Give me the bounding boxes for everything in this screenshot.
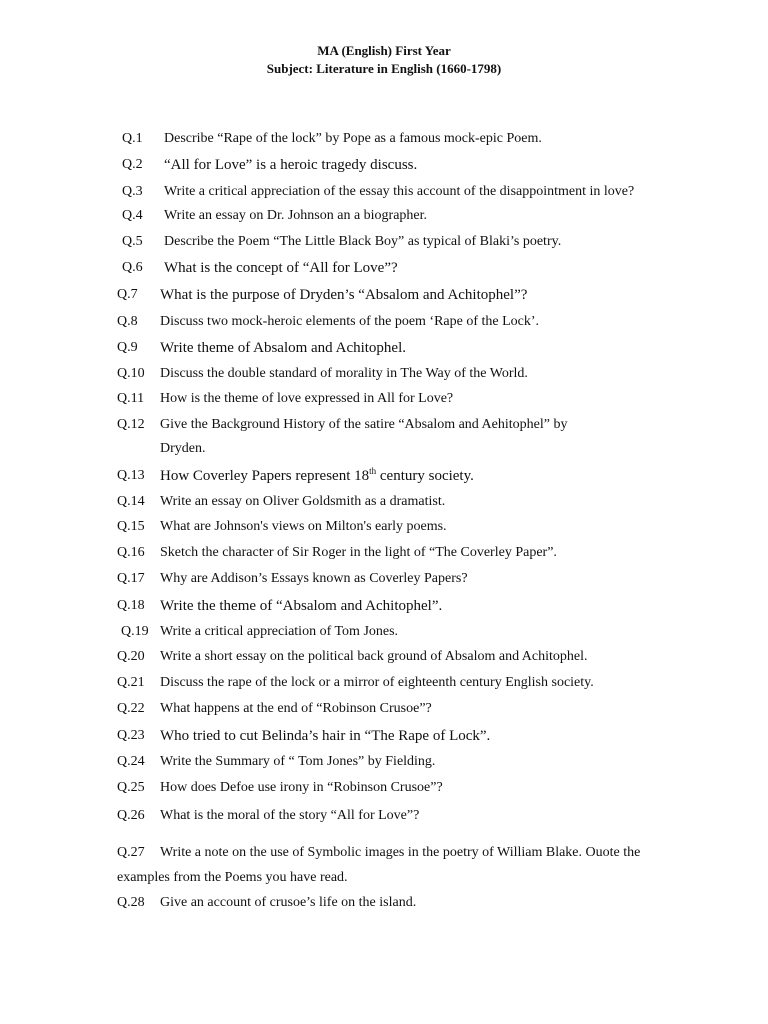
question-text: Describe “Rape of the lock” by Pope as a famous mock-epic Poem. bbox=[164, 131, 542, 146]
question-number: Q.12 bbox=[117, 417, 145, 432]
question-text-continuation: Dryden. bbox=[160, 441, 206, 456]
question-number: Q.5 bbox=[122, 234, 143, 249]
question-text: Write a short essay on the political back ground of Absalom and Achitophel. bbox=[160, 649, 588, 664]
question-number: Q.18 bbox=[117, 598, 145, 613]
document-subject: Subject: Literature in English (1660-1798) bbox=[266, 61, 502, 76]
question-number: Q.3 bbox=[122, 184, 143, 199]
question-text: Discuss the double standard of morality in The Way of the World. bbox=[160, 366, 528, 381]
question-number: Q.10 bbox=[117, 366, 145, 381]
question-number: Q.7 bbox=[117, 287, 138, 302]
question-text: How is the theme of love expressed in All for Love? bbox=[160, 391, 454, 406]
question-text: Write a note on the use of Symbolic images in the poetry of William Blake. Ouote the bbox=[160, 845, 641, 860]
question-text: What is the concept of “All for Love”? bbox=[164, 260, 398, 276]
question-number: Q.23 bbox=[117, 728, 145, 743]
question-number: Q.9 bbox=[117, 340, 138, 355]
question-number: Q.25 bbox=[117, 780, 145, 795]
question-text: Write theme of Absalom and Achitophel. bbox=[160, 340, 407, 356]
question-number: Q.22 bbox=[117, 701, 145, 716]
question-number: Q.15 bbox=[117, 519, 145, 534]
question-number: Q.13 bbox=[117, 468, 145, 483]
question-text: How does Defoe use irony in “Robinson Crusoe”? bbox=[160, 780, 443, 795]
question-number: Q.11 bbox=[117, 391, 145, 406]
question-number: Q.28 bbox=[117, 895, 145, 910]
question-text: Give an account of crusoe’s life on the island. bbox=[160, 895, 417, 910]
question-number: Q.20 bbox=[117, 649, 145, 664]
question-text: “All for Love” is a heroic tragedy discuss. bbox=[164, 157, 418, 173]
question-number: Q.26 bbox=[117, 808, 145, 823]
question-number: Q.6 bbox=[122, 260, 143, 275]
question-number: Q.4 bbox=[122, 208, 143, 223]
question-text: Write the theme of “Absalom and Achitophel”. bbox=[160, 598, 443, 614]
question-text: Why are Addison’s Essays known as Coverley Papers? bbox=[160, 571, 468, 586]
question-number: Q.17 bbox=[117, 571, 145, 586]
question-text: How Coverley Papers represent 18th century society. bbox=[160, 466, 474, 484]
question-text: What is the purpose of Dryden’s “Absalom and Achitophel”? bbox=[160, 287, 528, 303]
question-number: Q.24 bbox=[117, 754, 145, 769]
question-text: Write a critical appreciation of Tom Jones. bbox=[160, 624, 399, 639]
question-text: Write a critical appreciation of the essay this account of the disappointment in love? bbox=[164, 184, 635, 199]
question-text: Write an essay on Dr. Johnson an a biographer. bbox=[164, 208, 428, 223]
question-number: Q.2 bbox=[122, 157, 143, 172]
question-text: Write the Summary of “ Tom Jones” by Fielding. bbox=[160, 754, 436, 769]
question-number: Q.8 bbox=[117, 314, 138, 329]
question-text: Discuss the rape of the lock or a mirror of eighteenth century English society. bbox=[160, 675, 594, 690]
question-text: What is the moral of the story “All for Love”? bbox=[160, 808, 420, 823]
document-title: MA (English) First Year bbox=[317, 43, 451, 58]
question-number: Q.27 bbox=[117, 845, 145, 860]
question-text: Discuss two mock-heroic elements of the poem ‘Rape of the Lock’. bbox=[160, 314, 540, 329]
question-text: Describe the Poem “The Little Black Boy” as typical of Blaki’s poetry. bbox=[164, 234, 562, 249]
question-number: Q.16 bbox=[117, 545, 145, 560]
question-number: Q.1 bbox=[122, 131, 143, 146]
question-text: What are Johnson's views on Milton's early poems. bbox=[160, 519, 447, 534]
question-number: Q.21 bbox=[117, 675, 145, 690]
question-number: Q.19 bbox=[121, 624, 149, 639]
question-text: What happens at the end of “Robinson Crusoe”? bbox=[160, 701, 432, 716]
question-text: Give the Background History of the satire “Absalom and Aehitophel” by bbox=[160, 417, 568, 432]
question-text: Who tried to cut Belinda’s hair in “The Rape of Lock”. bbox=[160, 728, 491, 744]
question-text-continuation: examples from the Poems you have read. bbox=[117, 870, 348, 885]
question-number: Q.14 bbox=[117, 494, 145, 509]
question-text: Sketch the character of Sir Roger in the light of “The Coverley Paper”. bbox=[160, 545, 557, 560]
question-text: Write an essay on Oliver Goldsmith as a dramatist. bbox=[160, 494, 446, 509]
